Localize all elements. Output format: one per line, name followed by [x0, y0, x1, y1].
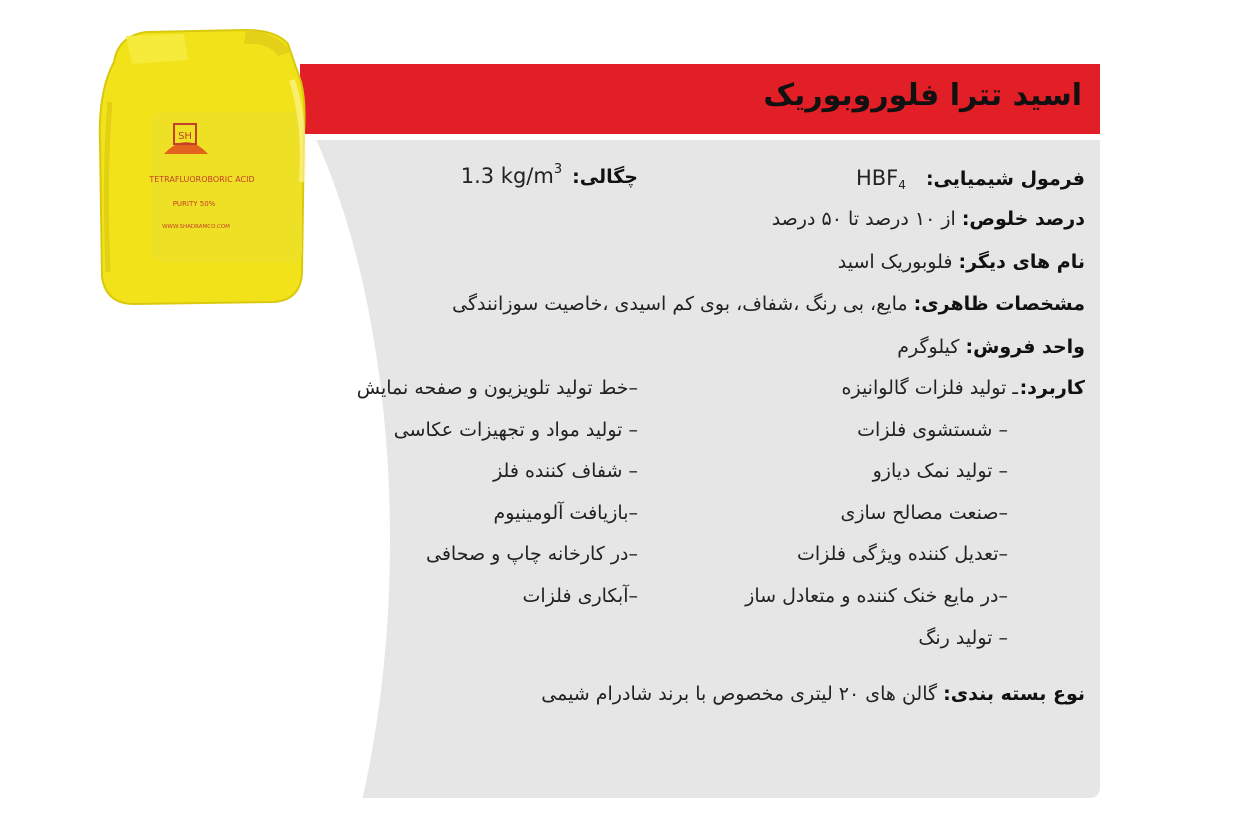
purity-value: از ۱۰ درصد تا ۵۰ درصد [771, 208, 956, 230]
product-jug-image [96, 22, 308, 306]
sales-unit-label: واحد فروش: [965, 336, 1085, 358]
formula-value: $HBF_4$ [855, 166, 906, 192]
application-item: –در کارخانه چاپ و صحافی [425, 543, 638, 565]
packaging-row [541, 683, 1085, 705]
application-item: –بازیافت آلومینیوم [493, 502, 638, 524]
application-item: – شفاف کننده فلز [493, 460, 638, 482]
jug-label-name: TETRAFLUOROBORIC ACID [149, 175, 255, 184]
page-title: اسید تترا فلوروبوریک [763, 78, 1082, 113]
purity-label: درصد خلوص: [961, 208, 1085, 230]
density-label: چگالی: [572, 166, 638, 188]
appearance-row [452, 293, 1085, 315]
other-names-label: نام های دیگر: [958, 251, 1085, 273]
application-item: –در مایع خنک کننده و متعادل ساز [745, 585, 1008, 607]
applications-label-row [1020, 377, 1085, 399]
sales-unit-row [897, 336, 1085, 358]
sales-unit-value: کیلوگرم [897, 336, 960, 358]
application-item: –تعدیل کننده ویژگی فلزات [796, 543, 1008, 565]
title-bar [300, 64, 1100, 134]
formula-label: فرمول شیمیایی: [925, 168, 1085, 190]
density-value: 1.3 $kg/m^3$ [460, 162, 563, 188]
purity-row [772, 208, 1085, 230]
application-item: –صنعت مصالح سازی [840, 502, 1008, 524]
formula-row [856, 166, 1085, 192]
appearance-value: مایع، بی رنگ ،شفاف، بوی کم اسیدی ،خاصیت سوزانندگی [452, 293, 908, 315]
applications-label: کاربرد: [1019, 377, 1085, 399]
jug-label-website: WWW.SHADRAMCO.COM [162, 224, 230, 230]
application-item: – تولید نمک دیازو [872, 460, 1008, 482]
other-names-value: فلوبوریک اسید [837, 251, 953, 273]
packaging-label: نوع بسته بندی: [943, 683, 1085, 705]
other-names-row [838, 251, 1085, 273]
application-item: – تولید رنگ [918, 627, 1008, 649]
packaging-value: گالن های ۲۰ لیتری مخصوص با برند شادرام شیمی [541, 683, 938, 705]
svg-text:SH: SH [178, 131, 192, 142]
application-item: – شستشوی فلزات [857, 419, 1008, 441]
application-item: ـ تولید فلزات گالوانیزه [841, 377, 1018, 399]
jug-label-purity: PURITY 50% [172, 200, 216, 208]
application-item: –خط تولید تلویزیون و صفحه نمایش [356, 377, 638, 399]
application-item: – تولید مواد و تجهیزات عکاسی [393, 419, 638, 441]
appearance-label: مشخصات ظاهری: [913, 293, 1085, 315]
density-row [461, 162, 638, 188]
application-item: –آبکاری فلزات [522, 585, 638, 607]
